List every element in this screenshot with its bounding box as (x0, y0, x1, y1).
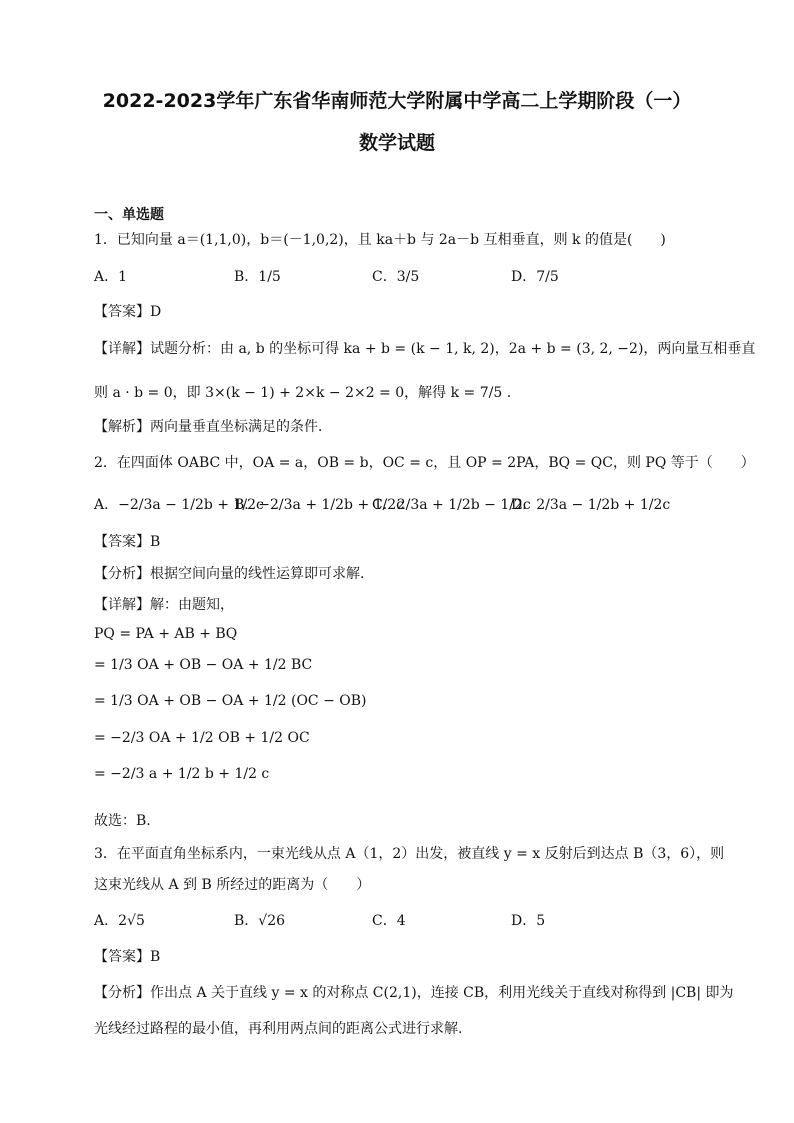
answer-label: 【答案】 (94, 949, 150, 965)
fenxi-text: 根据空间向量的线性运算即可求解. (150, 566, 365, 582)
fenxi-label: 【分析】 (94, 566, 150, 582)
answer-value: B (150, 949, 161, 965)
q2-option-b: B．−2/3a + 1/2b + 1/2c (234, 497, 405, 513)
q2-step-4: = −2/3 OA + 1/2 OB + 1/2 OC (94, 730, 310, 746)
document-subtitle: 数学试题 (358, 132, 435, 154)
detail-label: 【详解】 (94, 341, 150, 357)
q2-answer (94, 531, 160, 551)
detail-text: 试题分析：由 a, b 的坐标可得 ka + b = (k − 1, k, 2)，2a + b = (3, 2, −2)，两向量互相垂直 (150, 341, 756, 357)
question-1-stem: 1．已知向量 a＝(1,1,0)，b＝(－1,0,2)，且 ka＋b 与 2a－b 互相垂直，则 k 的值是( ) (94, 232, 666, 248)
q3-option-b: B．√26 (234, 913, 286, 929)
q3-option-d: D．5 (511, 913, 546, 929)
q1-option-d: D．7/5 (511, 269, 559, 285)
q1-option-b: B．1/5 (234, 269, 281, 285)
document-title: 2022-2023学年广东省华南师范大学附属中学高二上学期阶段（一） (102, 90, 692, 112)
q2-conclusion: 故选：B. (94, 813, 151, 829)
q1-answer (94, 301, 161, 321)
answer-value: B (150, 534, 161, 550)
q2-option-a: A．−2/3a − 1/2b + 1/2c (94, 497, 264, 513)
question-3-stem-line2: 这束光线从 A 到 B 所经过的距离为（ ） (94, 877, 371, 893)
analysis-text: 两向量垂直坐标满足的条件． (150, 419, 332, 435)
q2-step-2: = 1/3 OA + OB − OA + 1/2 BC (94, 657, 313, 673)
detail-text: 解：由题知， (150, 597, 234, 613)
q3-option-c: C．4 (372, 913, 406, 929)
section-heading: 一、单选题 (94, 207, 164, 223)
q3-option-a: A．2√5 (94, 913, 145, 929)
answer-label: 【答案】 (94, 534, 150, 550)
analysis-label: 【解析】 (94, 419, 150, 435)
q1-analysis (94, 416, 332, 436)
q2-option-c: C．2/3a + 1/2b − 1/2c (372, 497, 531, 513)
answer-label: 【答案】 (94, 304, 150, 320)
question-3-stem-line1: 3．在平面直角坐标系内，一束光线从点 A（1，2）出发，被直线 y = x 反射后到达点 B（3，6），则 (94, 846, 725, 862)
answer-value: D (150, 304, 162, 320)
q2-fenxi (94, 563, 364, 583)
q1-option-a: A．1 (94, 269, 128, 285)
question-2-stem: 2．在四面体 OABC 中，OA = a，OB = b，OC = c，且 OP = 2PA，BQ = QC，则 PQ 等于（ ） (94, 455, 755, 471)
detail-label: 【详解】 (94, 597, 150, 613)
q2-option-d: D．2/3a − 1/2b + 1/2c (511, 497, 671, 513)
q3-answer (94, 946, 160, 966)
fenxi-text: 作出点 A 关于直线 y = x 的对称点 C(2,1)，连接 CB，利用光线关于直线对称得到 |CB| 即为 (150, 985, 734, 1001)
q1-detail-line2: 则 a · b = 0，即 3×(k − 1) + 2×k − 2×2 = 0，解得 k = 7/5 . (94, 385, 512, 401)
q2-step-5: = −2/3 a + 1/2 b + 1/2 c (94, 766, 270, 782)
q3-fenxi-line1 (94, 982, 733, 1002)
q2-detail (94, 594, 234, 614)
q2-step-1: PQ = PA + AB + BQ (94, 626, 238, 642)
fenxi-label: 【分析】 (94, 985, 150, 1001)
q3-fenxi-line2: 光线经过路程的最小值，再利用两点间的距离公式进行求解. (94, 1021, 463, 1037)
q1-detail-line1 (94, 338, 755, 358)
q2-step-3: = 1/3 OA + OB − OA + 1/2 (OC − OB) (94, 693, 367, 709)
q1-option-c: C．3/5 (372, 269, 420, 285)
